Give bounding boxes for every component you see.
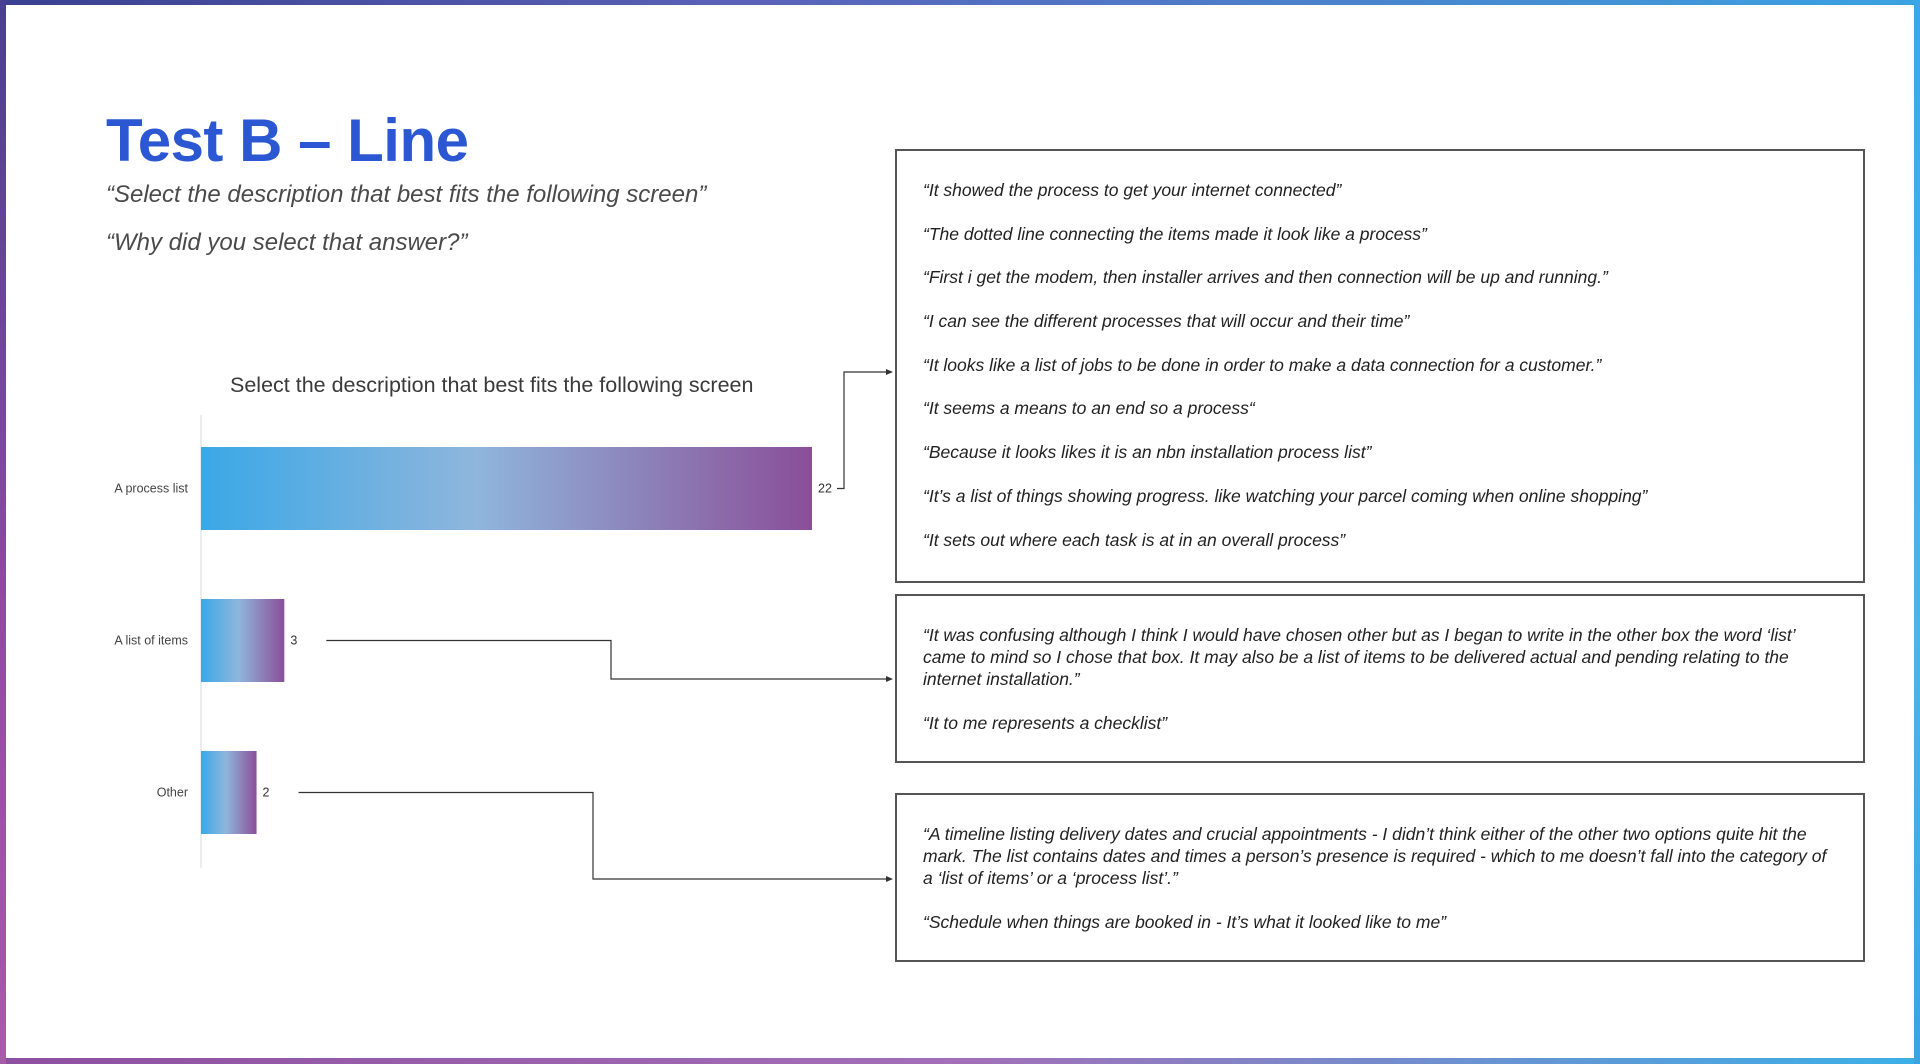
- data-label: 2: [262, 785, 270, 800]
- response-quote: “Because it looks likes it is an nbn installation process list”: [923, 442, 1372, 463]
- question-1: “Select the description that best fits the following screen”: [106, 181, 707, 208]
- connector-line: [299, 793, 887, 880]
- response-box-other: [895, 793, 1865, 962]
- category-label: A process list: [114, 481, 188, 496]
- connector-arrowhead: [886, 876, 893, 882]
- response-quote: “A timeline listing delivery dates and crucial appointments - I didn’t think either of the other two options quite hit the mark. The list contains dates and times a person’s presence is required - which to me doesn’t fall into the category of a ‘list of items’ or a ‘process list’.”: [923, 824, 1827, 888]
- response-quote: “First i get the modem, then installer arrives and then connection will be up and running.”: [923, 267, 1608, 288]
- bar: [201, 751, 257, 834]
- connector-line: [837, 372, 887, 489]
- category-label: A list of items: [114, 633, 188, 648]
- response-quote: “It looks like a list of jobs to be done in order to make a data connection for a customer.”: [923, 354, 1602, 375]
- response-box-process-list: [895, 149, 1865, 583]
- response-quote: “It seems a means to an end so a process“: [923, 398, 1255, 419]
- response-box-list-of-items: [895, 594, 1865, 763]
- category-label: Other: [156, 785, 188, 800]
- response-quote: “The dotted line connecting the items made it look like a process”: [923, 223, 1427, 244]
- slide-title: Test B – Line: [106, 107, 469, 174]
- response-quote: “It’s a list of things showing progress. like watching your parcel coming when online shopping”: [923, 485, 1648, 506]
- response-quote: “It showed the process to get your internet connected”: [923, 180, 1342, 200]
- response-quote: “I can see the different processes that will occur and their time”: [923, 311, 1410, 332]
- response-quote: “It sets out where each task is at in an overall process”: [923, 529, 1346, 550]
- data-label: 3: [290, 633, 298, 648]
- response-quote: “It was confusing although I think I would have chosen other but as I began to write in the other box the word ‘list’ came to mind so I chose that box. It may also be a list of items to be delivered actual and pending relating to the internet installation.”: [923, 625, 1795, 689]
- response-quote: “Schedule when things are booked in - It’s what it looked like to me”: [923, 912, 1447, 932]
- chart-title: Select the description that best fits the following screen: [230, 373, 754, 397]
- response-quote: “It to me represents a checklist”: [923, 713, 1168, 733]
- connector-line: [326, 641, 887, 680]
- data-label: 22: [818, 481, 832, 496]
- bar: [201, 447, 812, 530]
- bar: [201, 599, 284, 682]
- connector-arrowhead: [886, 369, 893, 375]
- question-2: “Why did you select that answer?”: [106, 229, 468, 256]
- connector-arrowhead: [886, 676, 893, 682]
